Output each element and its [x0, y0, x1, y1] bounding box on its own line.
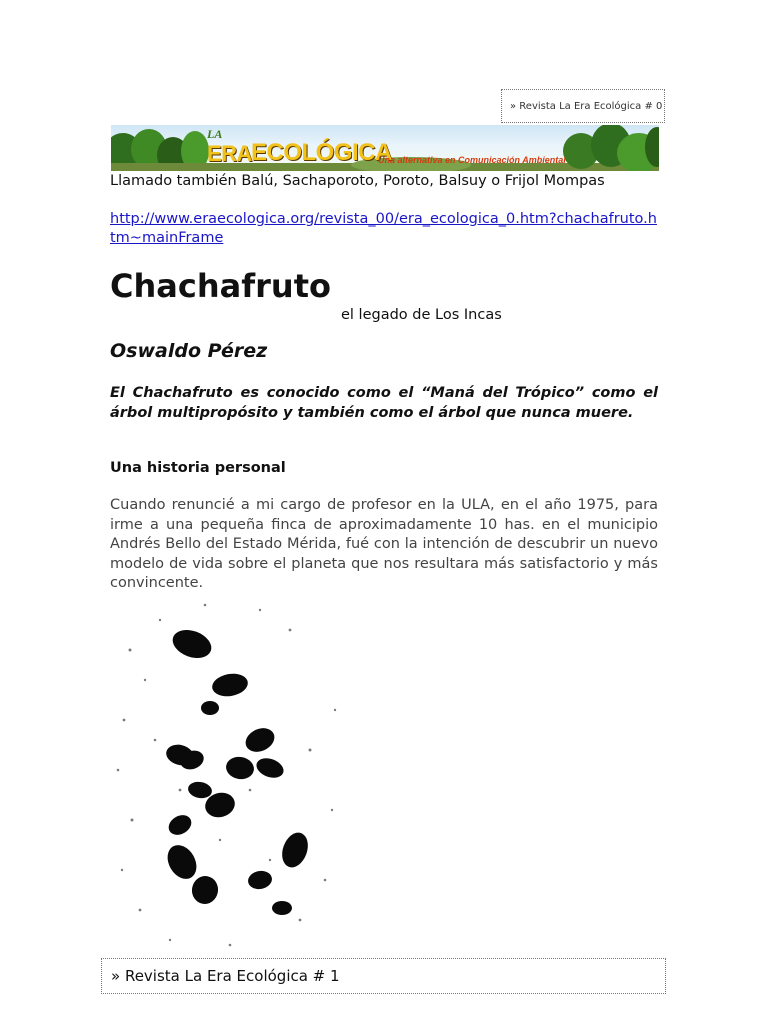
- body-paragraph: Cuando renuncié a mi cargo de profesor en la ULA, en el año 1975, para irme a una pequeña finca de aproximadamente 10 has. en el municipio Andrés Bello del Estado Mérida, fué con la intención de descubrir un nuevo modelo de vida sobre el planeta que nos resultara más satisfactorio y más convincente.: [110, 497, 658, 591]
- page-title: Chachafruto: [110, 267, 331, 305]
- seeds-photo-image: [110, 590, 342, 952]
- bottom-nav-link-revista-1[interactable]: » Revista La Era Ecológica # 1: [101, 958, 666, 994]
- logo-era-text: ERA: [207, 141, 252, 166]
- logo-tagline: Una alternativa en Comunicación Ambiental: [378, 155, 566, 165]
- logo-ecologica-text: ECOLÓGICA: [251, 139, 392, 166]
- alternate-names: Llamado también Balú, Sachaporoto, Poroto, Balsuy o Frijol Mompas: [110, 173, 605, 189]
- logo-la-text: LA: [207, 127, 223, 141]
- page-subtitle: el legado de Los Incas: [341, 307, 502, 323]
- top-nav-link-revista-0[interactable]: » Revista La Era Ecológica # 0: [501, 89, 665, 123]
- section-heading: Una historia personal: [110, 460, 286, 476]
- seeds-photo: [110, 590, 342, 952]
- lead-paragraph: El Chachafruto es conocido como el “Maná del Trópico” como el árbol multipropósito y también como el árbol que nunca muere.: [110, 385, 658, 421]
- banner-logo: [111, 125, 659, 171]
- author-name: Oswaldo Pérez: [110, 340, 268, 362]
- source-link[interactable]: http://www.eraecologica.org/revista_00/era_ecologica_0.htm?chachafruto.htm~mainFrame: [110, 211, 657, 246]
